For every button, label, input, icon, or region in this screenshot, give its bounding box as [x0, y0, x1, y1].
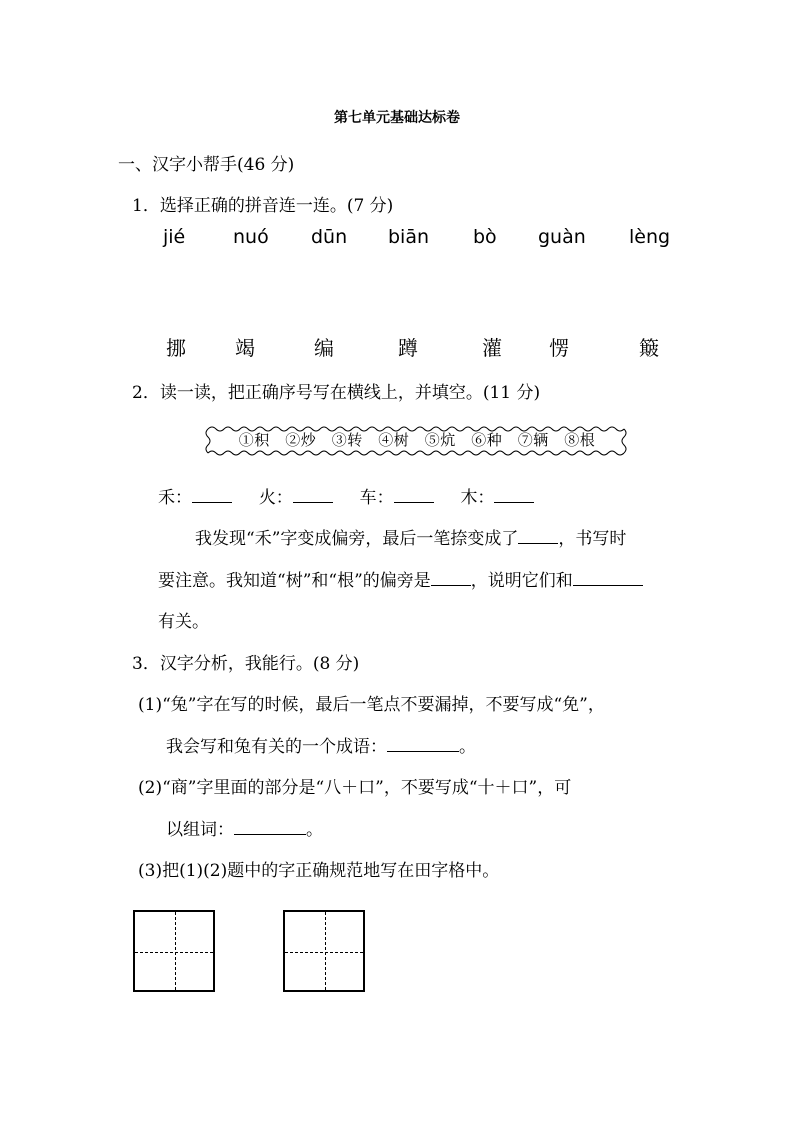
section-heading: 一、汉字小帮手(46 分) — [118, 155, 295, 175]
q3-part-2-line-1: (2)“商”字里面的部分是“八＋口”，不要写成“十＋口”，可 — [138, 778, 572, 798]
radical-mu-blank[interactable] — [494, 484, 534, 503]
q3-text-1b: 我会写和兔有关的一个成语： — [166, 737, 387, 757]
q2-blank-1[interactable] — [518, 525, 558, 544]
question-3-label: 3．汉字分析，我能行。(8 分) — [132, 654, 360, 674]
radical-he-label: 禾： — [158, 488, 192, 508]
word-blank[interactable] — [234, 816, 306, 835]
options-box — [202, 424, 632, 458]
radical-che-blank[interactable] — [394, 484, 434, 503]
char-5[interactable]: 灌 — [482, 336, 502, 360]
period-1: 。 — [459, 737, 476, 757]
tianzige-box-1[interactable] — [133, 910, 215, 992]
char-7[interactable]: 簸 — [639, 336, 659, 360]
pinyin-7[interactable]: lèng — [629, 226, 671, 248]
q3-part-1-line-1: (1)“兔”字在写的时候，最后一笔点不要漏掉，不要写成“免”， — [138, 695, 605, 715]
page-title: 第七单元基础达标卷 — [334, 110, 460, 126]
char-1[interactable]: 挪 — [166, 336, 186, 360]
q2-blank-2[interactable] — [431, 567, 471, 586]
pinyin-6[interactable]: guàn — [538, 226, 586, 248]
q2-text-1a: 我发现“禾”字变成偏旁，最后一笔捺变成了 — [195, 529, 519, 549]
radical-huo-label: 火： — [258, 488, 293, 508]
char-4[interactable]: 蹲 — [398, 336, 418, 360]
radical-huo-blank[interactable] — [293, 484, 333, 503]
q2-text-2b: ，说明它们和 — [470, 571, 573, 591]
pinyin-5[interactable]: bò — [473, 226, 497, 248]
pinyin-3[interactable]: dūn — [311, 226, 348, 248]
q3-part-1-line-2 — [166, 732, 476, 757]
q2-text-2a: 要注意。我知道“树”和“根”的偏旁是 — [158, 571, 431, 591]
q3-part-2-line-2 — [166, 815, 323, 840]
q2-paragraph-line-1 — [195, 524, 626, 549]
char-3[interactable]: 编 — [314, 336, 334, 360]
pinyin-2[interactable]: nuó — [233, 226, 269, 248]
radical-mu-label: 木： — [460, 488, 495, 508]
radical-row — [158, 483, 534, 508]
char-2[interactable]: 竭 — [235, 336, 255, 360]
pinyin-1[interactable]: jié — [163, 226, 186, 248]
q2-text-1b: ，书写时 — [558, 529, 627, 549]
question-2-label: 2．读一读，把正确序号写在横线上，并填空。(11 分) — [132, 383, 541, 403]
q3-text-2b: 以组词： — [166, 820, 234, 840]
question-1-label: 1．选择正确的拼音连一连。(7 分) — [132, 196, 394, 216]
tianzige-box-2[interactable] — [283, 910, 365, 992]
idiom-blank[interactable] — [387, 733, 459, 752]
character-options: ①积 ②炒 ③转 ④树 ⑤炕 ⑥种 ⑦辆 ⑧根 — [238, 431, 596, 449]
q3-part-3: (3)把(1)(2)题中的字正确规范地写在田字格中。 — [138, 861, 500, 881]
radical-che-label: 车： — [359, 488, 394, 508]
char-6[interactable]: 愣 — [549, 336, 569, 360]
radical-he-blank[interactable] — [192, 484, 232, 503]
period-2: 。 — [306, 820, 323, 840]
q2-blank-3[interactable] — [573, 567, 643, 586]
q2-paragraph-line-3: 有关。 — [158, 612, 209, 632]
pinyin-4[interactable]: biān — [388, 226, 430, 248]
q2-paragraph-line-2 — [158, 566, 643, 591]
